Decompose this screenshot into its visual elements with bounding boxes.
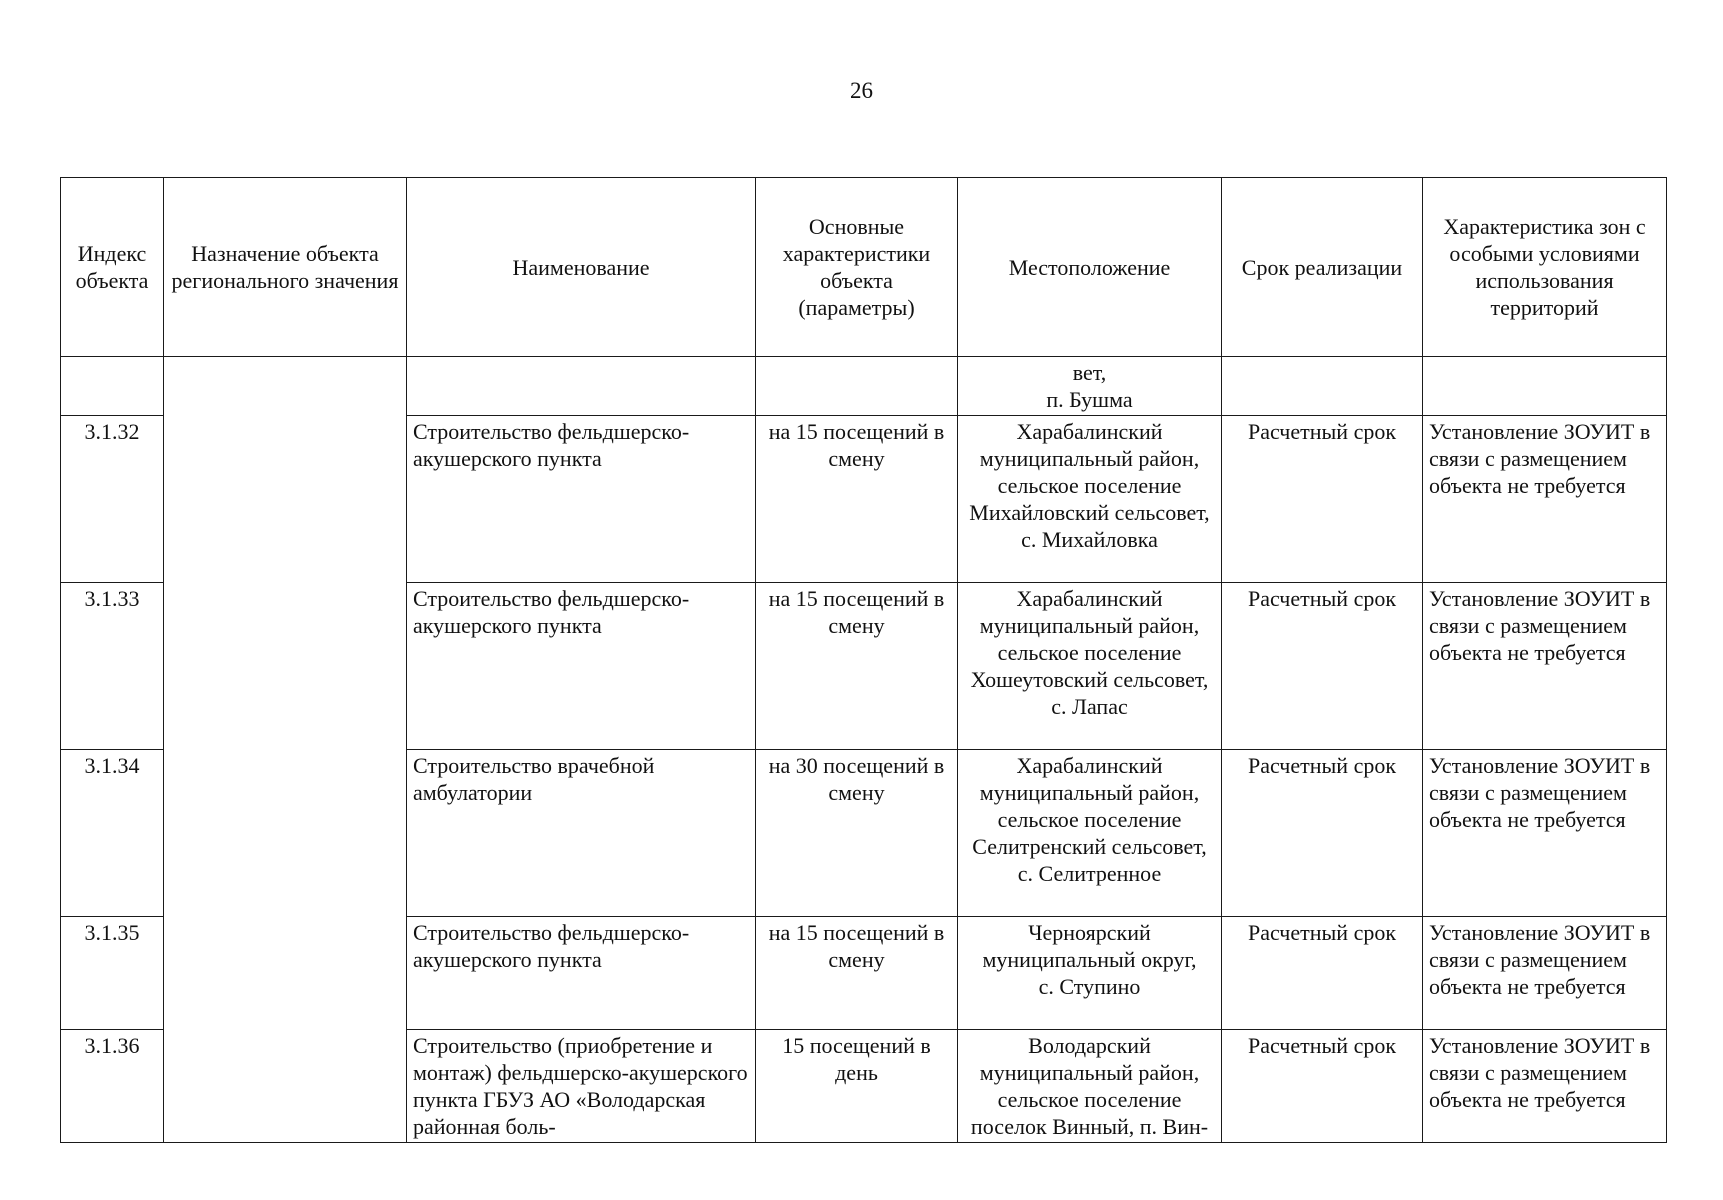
cell-location bbox=[958, 357, 1222, 416]
location-line: Селитренский сельсовет, bbox=[972, 834, 1207, 859]
cell-term bbox=[1222, 357, 1423, 416]
cell-params: 15 посещений в день bbox=[756, 1030, 958, 1143]
location-line: Хошеутовский сельсовет, bbox=[970, 667, 1209, 692]
cell-zone: Установление ЗОУИТ в связи с размещением объекта не требуется bbox=[1423, 750, 1667, 917]
cell-params: на 15 посещений в смену bbox=[756, 416, 958, 583]
location-line: Черноярский муниципальный округ, bbox=[982, 920, 1197, 972]
cell-name: Строительство фельдшерско-акушерского пункта bbox=[407, 917, 756, 1030]
location-line: с. Ступино bbox=[1038, 974, 1141, 999]
cell-name bbox=[407, 357, 756, 416]
cell-zone bbox=[1423, 357, 1667, 416]
header-zone: Характеристика зон с особыми условиями использования территорий bbox=[1423, 178, 1667, 357]
cell-zone: Установление ЗОУИТ в связи с размещением объекта не требуется bbox=[1423, 416, 1667, 583]
cell-params: на 15 посещений в смену bbox=[756, 917, 958, 1030]
location-line: сельское поселение bbox=[997, 640, 1182, 665]
location-line: Харабалинский муниципальный район, bbox=[979, 753, 1200, 805]
location-line: Харабалинский муниципальный район, bbox=[979, 419, 1200, 471]
cell-term: Расчетный срок bbox=[1222, 416, 1423, 583]
cell-params: на 15 посещений в смену bbox=[756, 583, 958, 750]
table-row-continuation bbox=[61, 357, 1667, 416]
page-number: 26 bbox=[850, 78, 873, 103]
cell-term: Расчетный срок bbox=[1222, 583, 1423, 750]
cell-location bbox=[958, 583, 1222, 750]
cell-zone: Установление ЗОУИТ в связи с размещением объекта не требуется bbox=[1423, 583, 1667, 750]
cell-index: 3.1.34 bbox=[61, 750, 164, 917]
cell-name: Строительство фельдшерско-акушерского пункта bbox=[407, 583, 756, 750]
cell-params bbox=[756, 357, 958, 416]
location-line: Михайловский сельсовет, bbox=[969, 500, 1210, 525]
header-purpose: Назначение объекта регионального значения bbox=[164, 178, 407, 357]
cell-purpose bbox=[164, 357, 407, 1143]
cell-index: 3.1.33 bbox=[61, 583, 164, 750]
header-location: Местоположение bbox=[958, 178, 1222, 357]
cell-location bbox=[958, 917, 1222, 1030]
header-params: Основные характеристики объекта (параметры) bbox=[756, 178, 958, 357]
cell-name: Строительство врачебной амбулатории bbox=[407, 750, 756, 917]
table-header-row bbox=[61, 178, 1667, 357]
location-line: с. Михайловка bbox=[1021, 527, 1158, 552]
cell-term: Расчетный срок bbox=[1222, 917, 1423, 1030]
cell-index bbox=[61, 357, 164, 416]
location-line: с. Селитренное bbox=[1017, 861, 1162, 886]
location-line: сельское поселение bbox=[997, 473, 1182, 498]
cell-name: Строительство (приобретение и монтаж) фельдшерско-акушерского пункта ГБУЗ АО «Володарская районная боль- bbox=[407, 1030, 756, 1143]
cell-params: на 30 посещений в смену bbox=[756, 750, 958, 917]
cell-location bbox=[958, 416, 1222, 583]
cell-term: Расчетный срок bbox=[1222, 1030, 1423, 1143]
cell-term: Расчетный срок bbox=[1222, 750, 1423, 917]
location-line: п. Бушма bbox=[1046, 387, 1133, 412]
location-line: сельское поселение bbox=[997, 807, 1182, 832]
cell-location bbox=[958, 750, 1222, 917]
location-line: вет, bbox=[1072, 360, 1107, 385]
cell-index: 3.1.35 bbox=[61, 917, 164, 1030]
header-index: Индекс объекта bbox=[61, 178, 164, 357]
cell-zone: Установление ЗОУИТ в связи с размещением объекта не требуется bbox=[1423, 917, 1667, 1030]
cell-zone: Установление ЗОУИТ в связи с размещением объекта не требуется bbox=[1423, 1030, 1667, 1143]
location-line: Харабалинский муниципальный район, bbox=[979, 586, 1200, 638]
location-line: Володарский муниципальный район, сельское поселение поселок Винный, п. Вин- bbox=[970, 1033, 1209, 1139]
header-name: Наименование bbox=[407, 178, 756, 357]
cell-name: Строительство фельдшерско-акушерского пункта bbox=[407, 416, 756, 583]
location-line: с. Лапас bbox=[1051, 694, 1128, 719]
cell-index: 3.1.36 bbox=[61, 1030, 164, 1143]
header-term: Срок реализации bbox=[1222, 178, 1423, 357]
objects-table bbox=[60, 177, 1667, 1143]
cell-index: 3.1.32 bbox=[61, 416, 164, 583]
cell-location bbox=[958, 1030, 1222, 1143]
